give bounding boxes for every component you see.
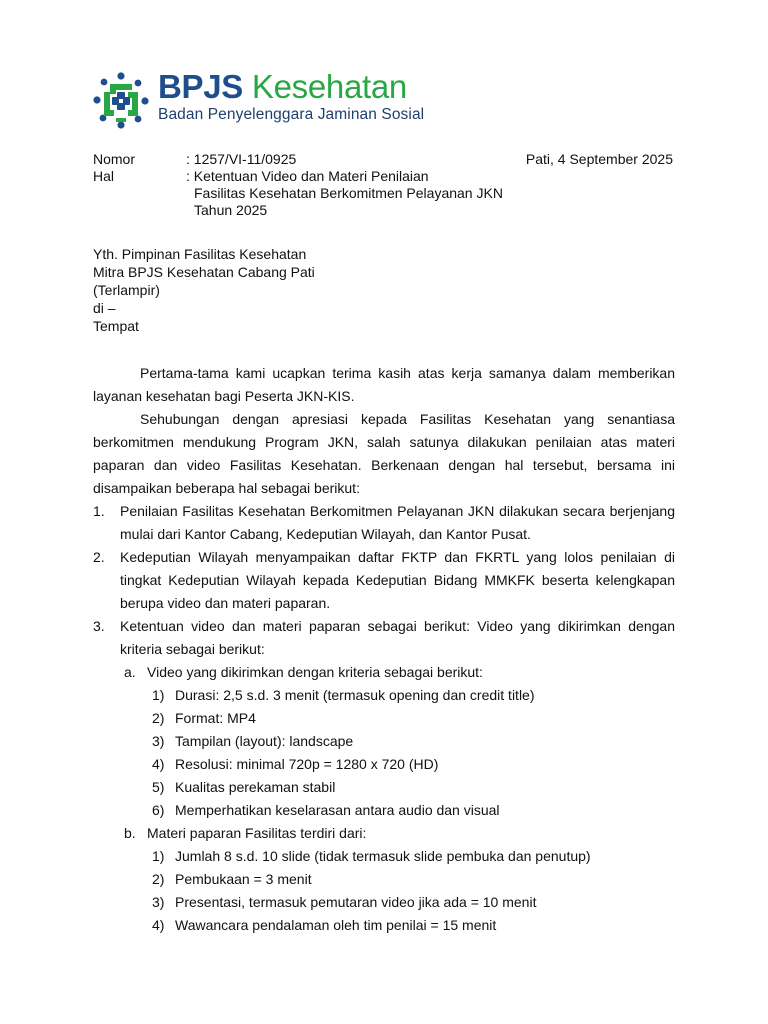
numbered-item <box>93 546 675 615</box>
hal-line: Tahun 2025 <box>194 202 268 218</box>
letter-header <box>93 151 683 219</box>
item-number: 3. <box>93 618 105 634</box>
criteria-number: 6) <box>152 802 165 818</box>
criteria-item <box>93 684 675 707</box>
hal-line: : Ketentuan Video dan Materi Penilaian <box>186 168 429 184</box>
letter-date: Pati, 4 September 2025 <box>525 151 673 167</box>
bpjs-logo <box>92 68 442 130</box>
logo-tagline: Badan Penyelenggara Jaminan Sosial <box>158 106 425 123</box>
paragraph-opening: Pertama-tama kami ucapkan terima kasih atas kerja samanya dalam memberikan layanan kesehatan bagi Peserta JKN-KIS. <box>93 365 675 404</box>
item-number: 2. <box>93 549 105 565</box>
criteria-item <box>93 730 675 753</box>
criteria-text: Tampilan (layout): landscape <box>175 733 354 749</box>
criteria-item <box>93 776 675 799</box>
criteria-text: Resolusi: minimal 720p = 1280 x 720 (HD) <box>175 756 439 772</box>
letter-body <box>93 362 675 937</box>
numbered-item <box>93 500 675 546</box>
sub-item-letter: a. <box>124 664 136 680</box>
hal-label: Hal <box>93 168 115 184</box>
criteria-text: Wawancara pendalaman oleh tim penilai = 15 menit <box>175 917 497 933</box>
sub-item-a <box>93 661 675 684</box>
criteria-number: 3) <box>152 733 165 749</box>
criteria-text: Memperhatikan keselarasan antara audio dan visual <box>175 802 500 818</box>
criteria-text: Presentasi, termasuk pemutaran video jika ada = 10 menit <box>175 894 537 910</box>
sub-item-letter: b. <box>124 825 136 841</box>
criteria-number: 1) <box>152 848 165 864</box>
hal-row <box>93 168 683 185</box>
criteria-item <box>93 891 675 914</box>
criteria-item <box>93 707 675 730</box>
logo-wordmark <box>158 68 407 106</box>
criteria-item <box>93 868 675 891</box>
criteria-text: Jumlah 8 s.d. 10 slide (tidak termasuk slide pembuka dan penutup) <box>175 848 591 864</box>
criteria-item <box>93 753 675 776</box>
hal-row-cont <box>93 202 683 219</box>
recipient-line: (Terlampir) <box>93 282 160 298</box>
sub-item-text: Materi paparan Fasilitas terdiri dari: <box>147 825 367 841</box>
nomor-row <box>93 151 683 168</box>
logo-bpjs-text: BPJS <box>158 68 244 105</box>
nomor-value: : 1257/VI-11/0925 <box>186 151 297 167</box>
logo-kesehatan-text: Kesehatan <box>251 68 407 105</box>
criteria-number: 2) <box>152 871 165 887</box>
criteria-item <box>93 799 675 822</box>
paragraph-context: Sehubungan dengan apresiasi kepada Fasilitas Kesehatan yang senantiasa berkomitmen mendukung Program JKN, salah satunya dilakukan penilaian atas materi paparan dan video Fasilitas Kesehatan. Berkenaan dengan hal tersebut, bersama ini disampaikan beberapa hal sebagai berikut: <box>93 411 675 496</box>
sub-item-b <box>93 822 675 845</box>
criteria-number: 2) <box>152 710 165 726</box>
recipient-line: Tempat <box>93 318 139 334</box>
item-number: 1. <box>93 503 105 519</box>
item-text: Penilaian Fasilitas Kesehatan Berkomitmen Pelayanan JKN dilakukan secara berjenjang mulai dari Kantor Cabang, Kedeputian Wilayah, dan Kantor Pusat. <box>120 503 675 542</box>
criteria-number: 4) <box>152 917 165 933</box>
criteria-number: 3) <box>152 894 165 910</box>
criteria-text: Kualitas perekaman stabil <box>175 779 336 795</box>
sub-item-text: Video yang dikirimkan dengan kriteria sebagai berikut: <box>147 664 483 680</box>
criteria-item <box>93 845 675 868</box>
bpjs-emblem-icon <box>92 72 150 130</box>
criteria-number: 4) <box>152 756 165 772</box>
criteria-text: Durasi: 2,5 s.d. 3 menit (termasuk opening dan credit title) <box>175 687 535 703</box>
item-text: Kedeputian Wilayah menyampaikan daftar FKTP dan FKRTL yang lolos penilaian di tingkat Kedeputian Wilayah kepada Kedeputian Bidang MMKFK beserta kelengkapan berupa video dan materi paparan. <box>120 549 675 611</box>
recipient-line: Mitra BPJS Kesehatan Cabang Pati <box>93 264 315 280</box>
recipient-address <box>93 245 315 335</box>
criteria-number: 1) <box>152 687 165 703</box>
nomor-label: Nomor <box>93 151 136 167</box>
criteria-text: Pembukaan = 3 menit <box>175 871 312 887</box>
criteria-text: Format: MP4 <box>175 710 256 726</box>
criteria-item <box>93 914 675 937</box>
hal-row-cont <box>93 185 683 202</box>
recipient-line: di – <box>93 300 116 316</box>
recipient-line: Yth. Pimpinan Fasilitas Kesehatan <box>93 246 307 262</box>
numbered-item <box>93 615 675 661</box>
criteria-number: 5) <box>152 779 165 795</box>
hal-line: Fasilitas Kesehatan Berkomitmen Pelayanan JKN <box>194 185 503 201</box>
item-text: Ketentuan video dan materi paparan sebagai berikut: Video yang dikirimkan dengan kriteria sebagai berikut: <box>120 618 675 657</box>
